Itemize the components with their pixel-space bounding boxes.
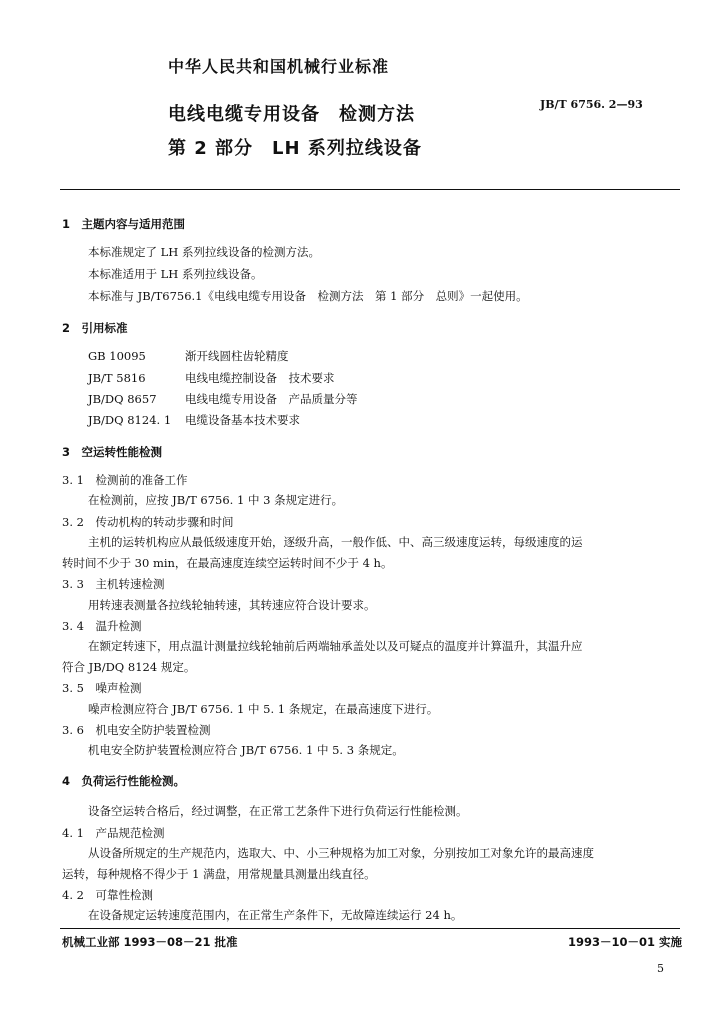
subsection-4-1-text: 运转，每种规格不得少于 1 满盘，用常规量具测量出线直径。 — [62, 867, 376, 881]
subsection-3-5-text: 噪声检测应符合 JB/T 6756. 1 中 5. 1 条规定，在最高速度下进行。 — [88, 702, 439, 716]
subsection-3-1-text: 在检测前，应按 JB/T 6756. 1 中 3 条规定进行。 — [88, 493, 344, 507]
subsection-3-2-text: 转时间不少于 30 min，在最高速度连续空运转时间不少于 4 h。 — [62, 556, 393, 570]
reference-title: 电线电缆专用设备 产品质量分等 — [185, 392, 358, 406]
document-title-line1: 电线电缆专用设备 检测方法 — [168, 104, 415, 125]
subsection-3-4-text: 符合 JB/DQ 8124 规定。 — [62, 660, 196, 674]
subsection-4-1-heading: 4. 1 产品规范检测 — [62, 826, 165, 840]
reference-code: JB/DQ 8657 — [88, 392, 157, 406]
reference-code: GB 10095 — [88, 349, 146, 363]
footer-divider — [60, 928, 680, 929]
reference-title: 电缆设备基本技术要求 — [185, 413, 300, 427]
reference-item — [88, 348, 289, 364]
reference-code: JB/T 5816 — [88, 371, 146, 385]
reference-code: JB/DQ 8124. 1 — [88, 413, 172, 427]
subsection-3-3-heading: 3. 3 主机转速检测 — [62, 577, 165, 591]
subsection-3-1-heading: 3. 1 检测前的准备工作 — [62, 473, 188, 487]
section-3-heading: 3 空运转性能检测 — [62, 445, 163, 459]
page-number: 5 — [657, 962, 664, 975]
subsection-3-6-heading: 3. 6 机电安全防护装置检测 — [62, 723, 211, 737]
issuing-organization: 中华人民共和国机械行业标准 — [168, 57, 390, 76]
subsection-4-1-text: 从设备所规定的生产规范内，选取大、中、小三种规格为加工对象，分别按加工对象允许的最高速度 — [88, 846, 594, 860]
section-1-heading: 1 主题内容与适用范围 — [62, 217, 186, 231]
reference-item — [88, 391, 358, 407]
reference-item — [88, 370, 335, 386]
subsection-3-2-heading: 3. 2 传动机构的转动步骤和时间 — [62, 515, 234, 529]
section-1-paragraph: 本标准与 JB/T6756.1《电线电缆专用设备 检测方法 第 1 部分 总则》一起使用。 — [88, 289, 528, 303]
section-2-heading: 2 引用标准 — [62, 321, 128, 335]
subsection-3-5-heading: 3. 5 噪声检测 — [62, 681, 142, 695]
subsection-3-2-text: 主机的运转机构应从最低级速度开始，逐级升高，一般作低、中、高三级速度运转，每级速度的运 — [88, 535, 583, 549]
subsection-3-3-text: 用转速表测量各拉线轮轴转速，其转速应符合设计要求。 — [88, 598, 376, 612]
approval-date: 机械工业部 1993－08－21 批准 — [62, 935, 238, 949]
section-1-paragraph: 本标准规定了 LH 系列拉线设备的检测方法。 — [88, 245, 320, 259]
reference-title: 电线电缆控制设备 技术要求 — [185, 371, 335, 385]
subsection-4-2-text: 在设备规定运转速度范围内，在正常生产条件下，无故障连续运行 24 h。 — [88, 908, 463, 922]
subsection-3-4-heading: 3. 4 温升检测 — [62, 619, 142, 633]
subsection-3-6-text: 机电安全防护装置检测应符合 JB/T 6756. 1 中 5. 3 条规定。 — [88, 743, 404, 757]
section-1-paragraph: 本标准适用于 LH 系列拉线设备。 — [88, 267, 263, 281]
subsection-4-2-heading: 4. 2 可靠性检测 — [62, 888, 153, 902]
section-4-heading: 4 负荷运行性能检测。 — [62, 774, 186, 788]
header-divider — [60, 189, 680, 190]
document-title-line2: 第 2 部分 LH 系列拉线设备 — [168, 138, 422, 159]
standard-code: JB/T 6756. 2—93 — [540, 98, 643, 111]
reference-title: 渐开线圆柱齿轮精度 — [185, 349, 289, 363]
section-4-intro: 设备空运转合格后，经过调整，在正常工艺条件下进行负荷运行性能检测。 — [88, 804, 468, 818]
subsection-3-4-text: 在额定转速下，用点温计测量拉线轮轴前后两端轴承盖处以及可疑点的温度并计算温升，其温升应 — [88, 639, 583, 653]
reference-item — [88, 412, 300, 428]
effective-date: 1993－10－01 实施 — [568, 935, 683, 949]
